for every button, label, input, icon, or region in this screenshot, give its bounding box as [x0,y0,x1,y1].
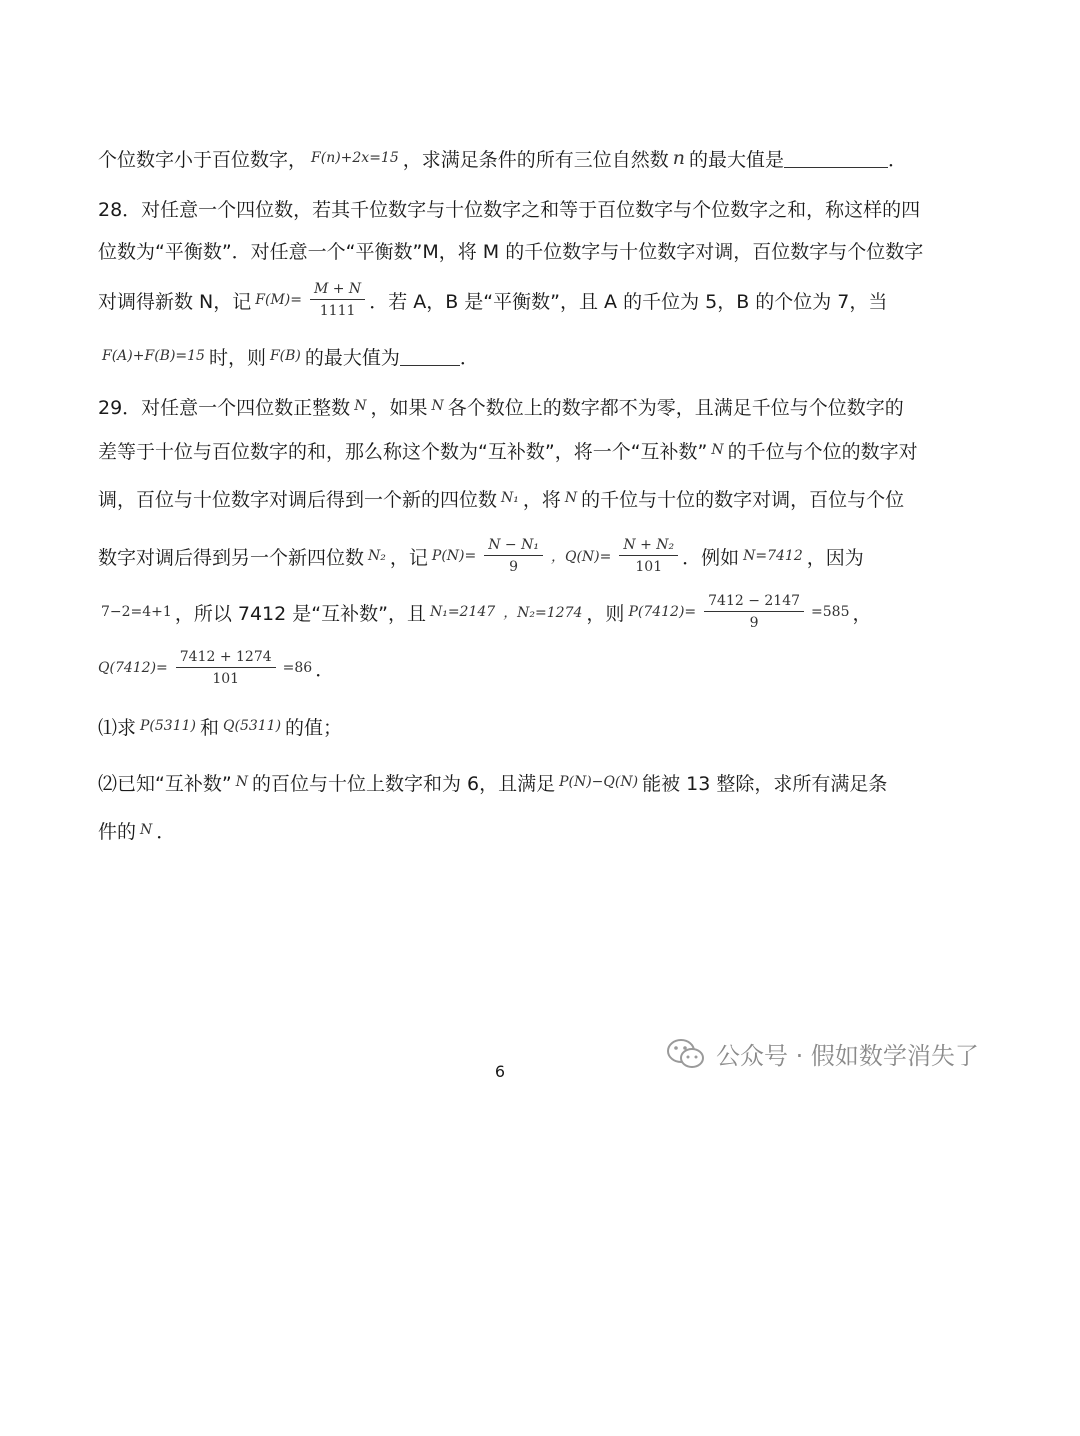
denominator: 101 [635,559,663,575]
q29-line-6 [98,648,334,688]
answer-blank [400,347,460,366]
text: 的千位与个位的数字对 [727,440,918,463]
q28-line-1 [98,188,920,228]
text: 的值； [285,716,343,739]
q27-line [98,138,907,178]
text: 的最大值是 [689,148,785,171]
q29-part-1 [98,706,342,746]
numerator: N − N₁ [484,537,543,556]
denominator: 9 [749,615,759,631]
text: 件的 [98,820,137,843]
q29-line-4 [98,536,864,576]
text: 能被 13 整除，求所有满足条 [642,772,888,795]
text: ，所以 7412 是“互补数”，且 [174,602,426,625]
formula: N₁=2147 [429,604,496,620]
text: 和 [200,716,220,739]
text: ，记 [389,546,428,569]
text: ． [156,820,176,843]
text: 28．对任意一个四位数，若其千位数字与十位数字之和等于百位数字与个位数字之和，称这样的四 [98,198,921,221]
text: ，因为 [806,546,864,569]
formula: =585 [811,604,850,620]
numerator: M + N [310,281,365,300]
formula: P(5311) [140,718,196,734]
q28-line-2 [98,230,923,270]
text: 29．对任意一个四位数正整数 [98,396,351,419]
variable: n [672,147,686,169]
text: ⑴求 [98,716,137,739]
text: ，求满足条件的所有三位自然数 [402,148,669,171]
variable: N [140,822,153,838]
text: ．例如 [682,546,740,569]
variable: N₁ [501,490,519,506]
text: 个位数字小于百位数字， [98,148,308,171]
formula: =86 [282,660,313,676]
text: ． [315,658,335,681]
text: 对调得新数 N，记 [98,290,252,313]
numerator: N + N₂ [619,537,678,556]
text: 差等于十位与百位数字的和，那么称这个数为“互补数”，将一个“互补数” [98,440,708,463]
q29-line-3 [98,478,904,518]
answer-blank [784,149,888,168]
formula: Q(7412)= [98,660,168,676]
fraction [619,537,678,575]
formula: P(N)= [431,548,477,564]
q29-line-5 [98,592,872,632]
numerator: 7412 + 1274 [176,649,276,668]
variable: N₂ [368,548,386,564]
numerator: 7412 − 2147 [704,593,804,612]
q29-line-2 [98,430,918,470]
text: ． [459,346,479,369]
text: 位数为“平衡数”．对任意一个“平衡数”M，将 M 的千位数字与十位数字对调，百位数字与个位数字 [98,240,924,263]
formula: F(B) [269,348,301,364]
text: ，如果 [370,396,428,419]
text: ， [852,602,872,625]
text: 的百位与十位上数字和为 6，且满足 [251,772,556,795]
fraction [704,593,804,631]
text: 各个数位上的数字都不为零，且满足千位与个位数字的 [447,396,904,419]
variable: N [354,398,367,414]
text: ．若 A，B 是“平衡数”，且 A 的千位为 5，B 的个位为 7，当 [369,290,888,313]
formula: ，Q(N)= [550,549,612,565]
text: ． [888,148,908,171]
q28-line-3 [98,280,887,320]
formula: F(n)+2x=15 [311,150,399,166]
formula: F(M)= [255,292,302,308]
fraction [176,649,276,687]
q28-line-4 [98,336,479,376]
q29-part-2-cont [98,810,175,850]
text: 数字对调后得到另一个新四位数 [98,546,365,569]
text: 的最大值为 [304,346,400,369]
variable: N [711,442,724,458]
denominator: 101 [212,671,240,687]
q29-part-2 [98,762,887,802]
text: 时，则 [208,346,266,369]
text: ，将 [522,488,561,511]
text: 的千位与十位的数字对调，百位与个位 [581,488,905,511]
formula: P(N)−Q(N) [559,774,639,790]
fraction [484,537,543,575]
formula: F(A)+F(B)=15 [102,348,205,364]
formula: N=7412 [743,548,803,564]
denominator: 9 [509,559,519,575]
q29-line-1 [98,386,904,426]
denominator: 1111 [319,303,356,319]
formula: Q(5311) [223,718,282,734]
variable: N [235,774,248,790]
page-number: 6 [494,1062,506,1081]
text: ，则 [586,602,625,625]
formula: P(7412)= [628,604,697,620]
text: 调，百位与十位数字对调后得到一个新的四位数 [98,488,498,511]
variable: N [431,398,444,414]
formula: 7−2=4+1 [101,604,172,620]
formula: ，N₂=1274 [503,605,583,621]
watermark-text: 公众号 · 假如数学消失了 [716,1042,979,1070]
fraction [310,281,365,319]
text: ⑵已知“互补数” [98,772,232,795]
variable: N [564,490,578,506]
